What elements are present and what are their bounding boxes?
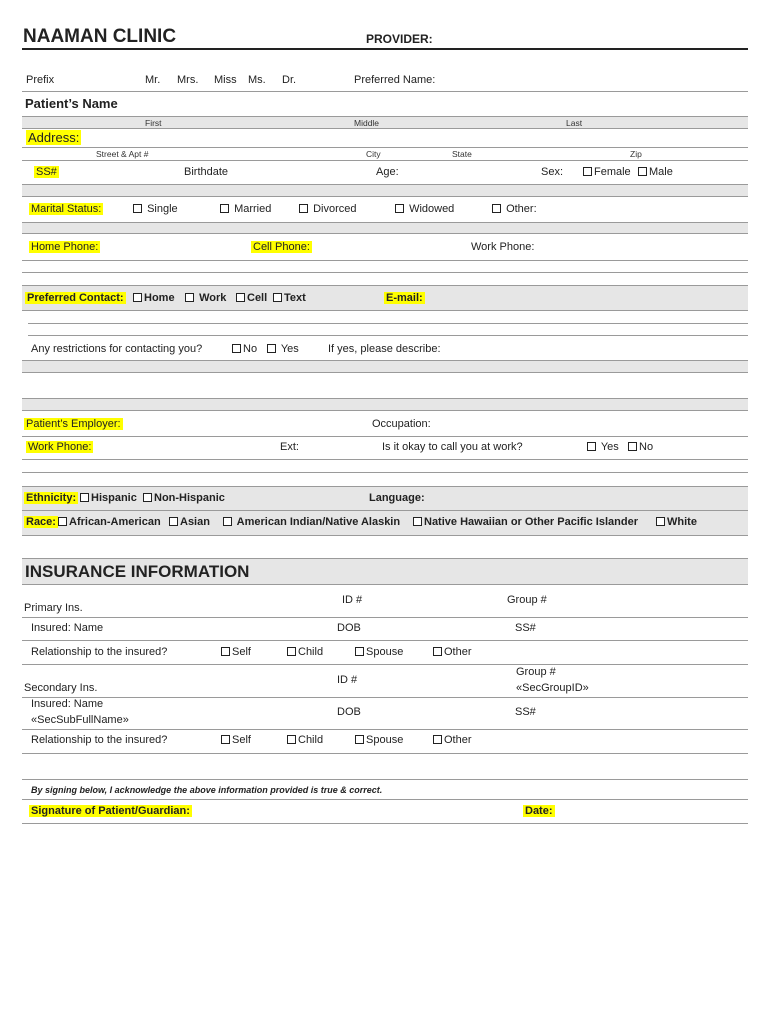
age-label: Age: xyxy=(376,166,399,178)
checkbox-icon[interactable] xyxy=(433,647,442,656)
preferred-contact-label: Preferred Contact: xyxy=(27,292,124,304)
primary-rel-child[interactable]: Child xyxy=(287,646,323,658)
primary-rel-other[interactable]: Other xyxy=(433,646,472,658)
secondary-insured-name-label: Insured: Name xyxy=(31,698,104,710)
call-work-yes[interactable]: Yes xyxy=(587,441,619,453)
sex-female-option[interactable]: Female xyxy=(583,166,631,178)
preferred-name-label: Preferred Name: xyxy=(354,74,436,86)
call-at-work-question: Is it okay to call you at work? xyxy=(382,441,523,453)
middle-label: Middle xyxy=(354,118,380,128)
restrict-no[interactable]: No xyxy=(232,343,257,355)
checkbox-icon[interactable] xyxy=(80,493,89,502)
secondary-ins-label: Secondary Ins. xyxy=(24,682,98,694)
patient-name-title: Patient’s Name xyxy=(25,96,118,111)
secondary-group-label: Group # xyxy=(516,666,556,678)
marital-other[interactable]: Other: xyxy=(492,203,537,215)
checkbox-icon[interactable] xyxy=(628,442,637,451)
provider-label: PROVIDER: xyxy=(366,32,433,46)
work-phone-label: Work Phone: xyxy=(471,241,535,253)
prefix-ms[interactable]: Ms. xyxy=(248,74,266,86)
checkbox-icon[interactable] xyxy=(433,735,442,744)
contact-text[interactable]: Text xyxy=(273,292,306,304)
clinic-name: NAAMAN CLINIC xyxy=(23,26,177,47)
home-phone-label: Home Phone: xyxy=(31,241,99,253)
zip-label: Zip xyxy=(630,149,642,159)
checkbox-icon[interactable] xyxy=(583,167,592,176)
checkbox-icon[interactable] xyxy=(656,517,665,526)
checkbox-icon[interactable] xyxy=(299,204,308,213)
ethnicity-label: Ethnicity: xyxy=(26,492,77,504)
primary-dob-label: DOB xyxy=(337,622,361,634)
checkbox-icon[interactable] xyxy=(287,647,296,656)
checkbox-icon[interactable] xyxy=(273,293,282,302)
secondary-rel-child[interactable]: Child xyxy=(287,734,323,746)
checkbox-icon[interactable] xyxy=(169,517,178,526)
checkbox-icon[interactable] xyxy=(185,293,194,302)
marital-divorced[interactable]: Divorced xyxy=(299,203,356,215)
last-label: Last xyxy=(566,118,583,128)
marital-status-label: Marital Status: xyxy=(31,203,102,215)
restrict-yes[interactable]: Yes xyxy=(267,343,299,355)
contact-home[interactable]: Home xyxy=(133,292,175,304)
prefix-dr[interactable]: Dr. xyxy=(282,74,297,86)
checkbox-icon[interactable] xyxy=(267,344,276,353)
sex-male-option[interactable]: Male xyxy=(638,166,673,178)
checkbox-icon[interactable] xyxy=(355,647,364,656)
primary-rel-self[interactable]: Self xyxy=(221,646,251,658)
prefix-label: Prefix xyxy=(26,74,55,86)
secondary-group-id: «SecGroupID» xyxy=(516,682,589,694)
sex-label: Sex: xyxy=(541,166,564,178)
race-label: Race: xyxy=(26,516,56,528)
first-label: First xyxy=(145,118,162,128)
header-rule xyxy=(22,48,748,50)
primary-ins-label: Primary Ins. xyxy=(24,602,83,614)
language-label: Language: xyxy=(369,492,425,504)
call-work-no[interactable]: No xyxy=(628,441,653,453)
ext-label: Ext: xyxy=(280,441,299,453)
checkbox-icon[interactable] xyxy=(232,344,241,353)
primary-ss-label: SS# xyxy=(515,622,536,634)
ethnicity-hispanic[interactable]: Hispanic xyxy=(80,492,137,504)
race-native-hawaiian[interactable]: Native Hawaiian or Other Pacific Islander xyxy=(413,516,638,528)
secondary-rel-spouse[interactable]: Spouse xyxy=(355,734,403,746)
prefix-mr[interactable]: Mr. xyxy=(145,74,161,86)
race-asian[interactable]: Asian xyxy=(169,516,210,528)
secondary-ss-label: SS# xyxy=(515,706,536,718)
employer-label: Patient’s Employer: xyxy=(26,418,121,430)
employer-work-phone-label: Work Phone: xyxy=(28,441,92,453)
checkbox-icon[interactable] xyxy=(143,493,152,502)
cell-phone-label: Cell Phone: xyxy=(253,241,310,253)
describe-label: If yes, please describe: xyxy=(328,343,441,355)
checkbox-icon[interactable] xyxy=(221,647,230,656)
checkbox-icon[interactable] xyxy=(221,735,230,744)
checkbox-icon[interactable] xyxy=(492,204,501,213)
address-title: Address: xyxy=(28,130,80,145)
insurance-title: INSURANCE INFORMATION xyxy=(25,562,250,581)
primary-group-label: Group # xyxy=(507,594,547,606)
checkbox-icon[interactable] xyxy=(587,442,596,451)
city-label: City xyxy=(366,149,381,159)
checkbox-icon[interactable] xyxy=(395,204,404,213)
restrictions-question: Any restrictions for contacting you? xyxy=(31,343,203,355)
marital-single[interactable]: Single xyxy=(133,203,178,215)
date-label: Date: xyxy=(525,805,553,817)
signature-label: Signature of Patient/Guardian: xyxy=(31,805,190,817)
state-label: State xyxy=(452,149,472,159)
contact-work[interactable]: Work xyxy=(185,292,226,304)
race-american-indian[interactable]: American Indian/Native Alaskin xyxy=(223,516,400,528)
checkbox-icon[interactable] xyxy=(236,293,245,302)
marital-widowed[interactable]: Widowed xyxy=(395,203,454,215)
prefix-mrs[interactable]: Mrs. xyxy=(177,74,199,86)
occupation-label: Occupation: xyxy=(372,418,431,430)
secondary-relationship-label: Relationship to the insured? xyxy=(31,734,168,746)
secondary-rel-self[interactable]: Self xyxy=(221,734,251,746)
checkbox-icon[interactable] xyxy=(220,204,229,213)
race-white[interactable]: White xyxy=(656,516,697,528)
primary-relationship-label: Relationship to the insured? xyxy=(31,646,168,658)
acknowledgement-text: By signing below, I acknowledge the above information provided is true & correct. xyxy=(31,785,383,795)
street-label: Street & Apt # xyxy=(96,149,149,159)
checkbox-icon[interactable] xyxy=(638,167,647,176)
checkbox-icon[interactable] xyxy=(287,735,296,744)
checkbox-icon[interactable] xyxy=(223,517,232,526)
primary-id-label: ID # xyxy=(342,594,363,606)
ssn-label: SS# xyxy=(36,166,57,178)
primary-insured-name-label: Insured: Name xyxy=(31,622,104,634)
checkbox-icon[interactable] xyxy=(133,204,142,213)
checkbox-icon[interactable] xyxy=(413,517,422,526)
ethnicity-non-hispanic[interactable]: Non-Hispanic xyxy=(143,492,225,504)
secondary-dob-label: DOB xyxy=(337,706,361,718)
checkbox-icon[interactable] xyxy=(355,735,364,744)
marital-married[interactable]: Married xyxy=(220,203,271,215)
race-african-american[interactable]: African-American xyxy=(58,516,161,528)
secondary-rel-other[interactable]: Other xyxy=(433,734,472,746)
email-label: E-mail: xyxy=(386,292,423,304)
secondary-id-label: ID # xyxy=(337,674,358,686)
prefix-miss[interactable]: Miss xyxy=(214,74,237,86)
primary-rel-spouse[interactable]: Spouse xyxy=(355,646,403,658)
checkbox-icon[interactable] xyxy=(58,517,67,526)
contact-cell[interactable]: Cell xyxy=(236,292,267,304)
secondary-insured-name-value: «SecSubFullName» xyxy=(31,714,129,726)
birthdate-label: Birthdate xyxy=(184,166,229,178)
checkbox-icon[interactable] xyxy=(133,293,142,302)
